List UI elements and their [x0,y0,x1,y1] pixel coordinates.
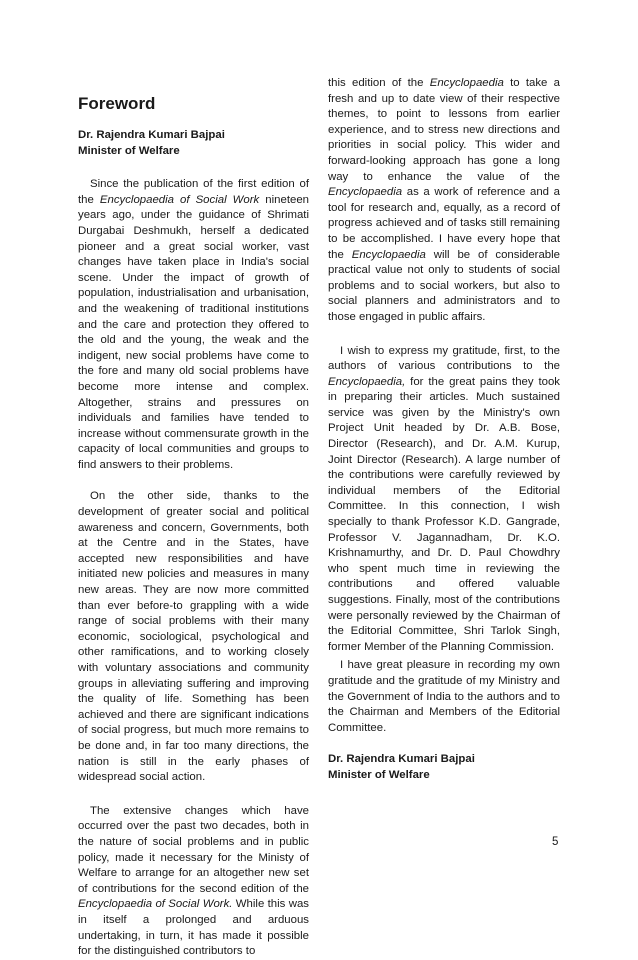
right-column [328,76,560,784]
p3c-italic-2: Encyclopaedia [328,186,403,199]
paragraph-2: On the other side, thanks to the development of greater social and political awareness and concern, Governments, both at the Centre and in the States, have accepted new responsibilities and have initiated new policies and measures in many new areas. They are now more committed than ever before-to grappling with a wide range of social problems with their many economic, sociological, psychological and other ramifications, and to working closely with voluntary associations and community groups in alleviating suffering and improving the quality of life. Something has been achieved and there are significant indications of social progress, but much more remains to be done and, in far too many directions, the nation is still in the early phases of widespread social action. [78,490,309,784]
signatory-title-bottom: Minister of Welfare [328,768,430,781]
page-number: 5 [552,836,559,848]
p3-text-a: The extensive changes which have occurred over the past two decades, both in the nature of social problems and in public policy, made it necessary for the Ministy of Welfare to arrange for an altogether new set of contributions for the second edition of the [78,804,309,895]
paragraph-3-continued [328,76,560,326]
p4-text-a: I wish to express my gratitude, first, to the authors of various contributions to the [328,344,560,373]
paragraph-1 [78,177,309,473]
p3c-text-a: this edition of the [328,77,430,89]
p1-text-b: nineteen years ago, under the guidance of Shrimati Durgabai Deshmukh, herself a dedicated pioneer and a great social worker, vast changes have taken place in India's social scene. Under the impact of growth of population, industrialisation and urbanisation, and the weakening of traditional institutions and the care and protection they offered to the old and the young, the weak and the indigent, new social problems have come to the fore and many old social problems have become more intense and complex. Altogether, strains and pressures on individuals and families have tended to increase without commensurate growth in the capacity of local communities and groups to find answers to their problems. [78,193,309,471]
p3-text-b: While this was in itself a prolonged and arduous undertaking, in turn, it has made it possible for the distinguished contributors to [78,898,309,958]
paragraph-5: I have great pleasure in recording my own gratitude and the gratitude of my Ministry and the Government of India to the authors and to the Chairman and Members of the Editorial Committee. [328,659,560,734]
p1-text-a: Since the publication of the first edition of the [78,178,309,206]
p3-italic-title: Encyclopaedia of Social Work. [78,898,233,911]
p3c-text-c: as a work of reference and a tool for research and, equally, as a record of progress achieved and of tasks still remaining to be accomplished. I have every hope that the [328,186,560,261]
p1-italic-title: Encyclopaedia of Social Work [99,193,260,206]
page-title: Foreword [78,94,156,113]
signatory-title-top: Minister of Welfare [78,144,180,157]
paragraph-3 [78,804,309,960]
signatory-name-bottom: Dr. Rajendra Kumari Bajpai [328,753,475,766]
left-column [78,76,309,960]
signatory-name-top: Dr. Rajendra Kumari Bajpai [78,129,225,141]
p3c-italic-3: Encyclopaedia [351,248,426,261]
p3c-italic-1: Encyclopaedia [429,77,504,89]
p4-italic-title: Encyclopaedia, [328,375,406,388]
paragraph-4 [328,344,560,656]
p3c-text-d: will be of considerable practical value not only to students of social problems and to social workers, but also to social planners and administrators and to those engaged in public affairs. [328,248,560,323]
p4-text-b: for the great pains they took in preparing their articles. Much sustained service was given by the Ministry's own Project Unit headed by Dr. A.B. Bose, Director (Research), and Dr. A.M. Kurup, Joint Director (Research). A large number of the contributions were carefully reviewed by individual members of the Editorial Committee. In this connection, I wish specially to thank Professor K.D. Gangrade, Professor V. Jagannadham, Dr. K.O. Krishnamurthy, and Dr. D. Paul Chowdhry who spent much time in reviewing the contributions and offered valuable suggestions. Finally, most of the contributions were personally reviewed by the Chairman of the Editorial Committee, Shri Tarlok Singh, former Member of the Planning Commission. [328,375,560,653]
p3c-text-b: to take a fresh and up to date view of their respective themes, to point to lessons from earlier experience, and to stress new directions and priorities in social policy. This wider and forward-looking approach has gone a long way to enhance the value of the [328,77,560,183]
